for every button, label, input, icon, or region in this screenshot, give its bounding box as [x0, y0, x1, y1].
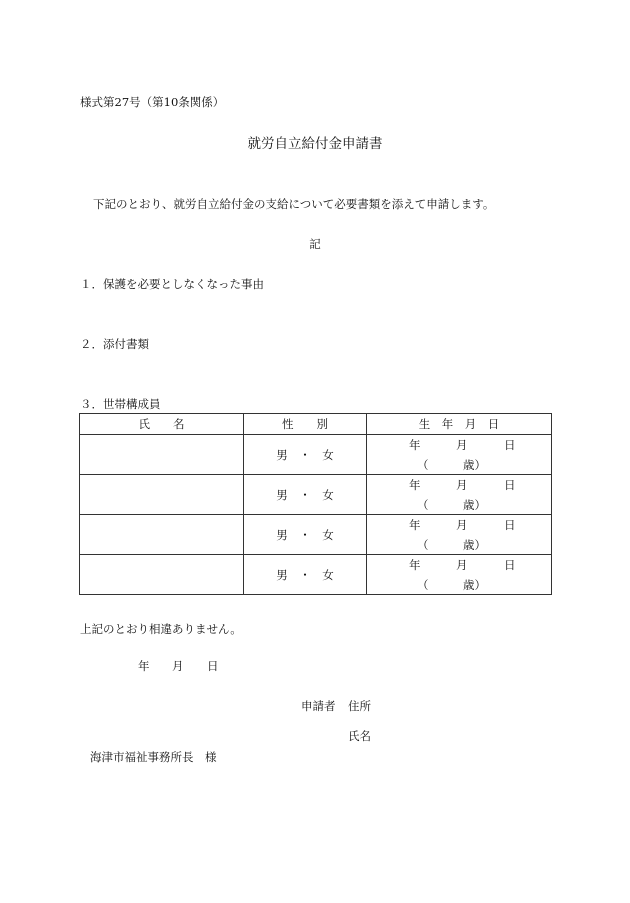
age-label: 歳） — [463, 578, 486, 592]
age-label: 歳） — [463, 458, 486, 472]
address-label: 住所 — [348, 699, 371, 713]
table-row — [80, 515, 552, 555]
confirmation-text: 上記のとおり相違ありません。 — [80, 622, 242, 636]
addressee: 海津市福祉事務所長 様 — [90, 750, 217, 764]
item-household-members: ３．世帯構成員 — [80, 397, 161, 411]
month-label: 月 — [456, 558, 468, 572]
intro-text: 下記のとおり、就労自立給付金の支給について必要書類を添えて申請します。 — [93, 197, 495, 211]
age-open-paren: （ — [417, 538, 429, 552]
date-month-label: 月 — [172, 659, 184, 673]
name-cell[interactable] — [80, 475, 244, 515]
item-reason: １．保護を必要としなくなった事由 — [80, 277, 264, 291]
sex-cell[interactable] — [244, 515, 367, 555]
day-label: 日 — [504, 438, 516, 452]
applicant-label: 申請者 — [301, 699, 336, 713]
sex-cell[interactable] — [244, 475, 367, 515]
day-label: 日 — [504, 558, 516, 572]
birthdate-cell[interactable] — [367, 475, 552, 515]
age-open-paren: （ — [417, 578, 429, 592]
sex-cell[interactable] — [244, 435, 367, 475]
name-cell[interactable] — [80, 555, 244, 595]
birthdate-cell[interactable] — [367, 435, 552, 475]
age-label: 歳） — [463, 498, 486, 512]
date-year-label: 年 — [138, 659, 150, 673]
table-row — [80, 435, 552, 475]
sex-options: 男 ・ 女 — [276, 447, 334, 462]
age-open-paren: （ — [417, 498, 429, 512]
year-label: 年 — [409, 558, 421, 572]
table-row — [80, 475, 552, 515]
document-title: 就労自立給付金申請書 — [247, 136, 383, 152]
header-birthdate: 生 年 月 日 — [367, 414, 552, 435]
month-label: 月 — [456, 438, 468, 452]
household-members-table — [79, 413, 552, 595]
name-cell[interactable] — [80, 515, 244, 555]
year-label: 年 — [409, 518, 421, 532]
year-label: 年 — [409, 438, 421, 452]
month-label: 月 — [456, 478, 468, 492]
item-attachments: ２．添付書類 — [80, 337, 149, 351]
sex-cell[interactable] — [244, 555, 367, 595]
day-label: 日 — [504, 518, 516, 532]
age-label: 歳） — [463, 538, 486, 552]
sex-options: 男 ・ 女 — [276, 567, 334, 582]
table-row — [80, 555, 552, 595]
year-label: 年 — [409, 478, 421, 492]
date-day-label: 日 — [207, 659, 219, 673]
table-header-row — [80, 414, 552, 435]
sex-options: 男 ・ 女 — [276, 487, 334, 502]
name-cell[interactable] — [80, 435, 244, 475]
header-name: 氏 名 — [80, 414, 244, 435]
age-open-paren: （ — [417, 458, 429, 472]
birthdate-cell[interactable] — [367, 555, 552, 595]
day-label: 日 — [504, 478, 516, 492]
sex-options: 男 ・ 女 — [276, 527, 334, 542]
birthdate-cell[interactable] — [367, 515, 552, 555]
ki-heading: 記 — [309, 237, 321, 251]
form-number: 様式第27号（第10条関係） — [80, 95, 225, 109]
header-sex: 性 別 — [244, 414, 367, 435]
name-label: 氏名 — [348, 729, 371, 743]
month-label: 月 — [456, 518, 468, 532]
